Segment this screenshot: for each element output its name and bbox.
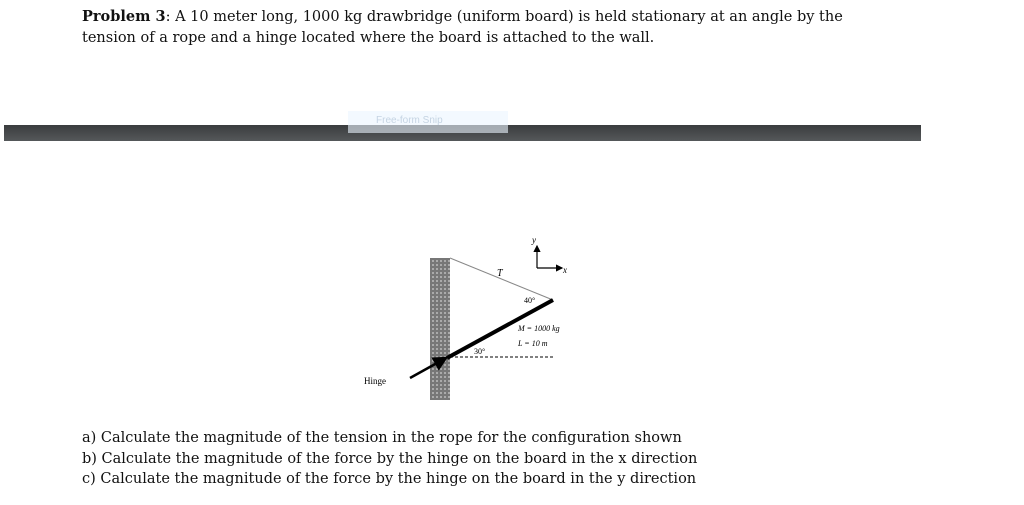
angle-top-label: 40° [524, 296, 536, 305]
mass-label: M = 1000 kg [518, 324, 560, 333]
question-b: b) Calculate the magnitude of the force by the hinge on the board in the x direction [82, 451, 698, 467]
problem-label: Problem 3 [82, 8, 166, 25]
wall [430, 258, 450, 400]
question-a: a) Calculate the magnitude of the tension in the rope for the configuration shown [82, 430, 682, 446]
question-c: c) Calculate the magnitude of the force by the hinge on the board in the y direction [82, 471, 697, 487]
angle-bottom-label: 30° [474, 347, 486, 356]
snip-mode-button[interactable]: Free-form Snip [348, 111, 508, 133]
problem-line-2: tension of a rope and a hinge located where the board is attached to the wall. [82, 30, 655, 46]
length-label: L = 10 m [518, 339, 548, 348]
x-axis-label: x [563, 265, 567, 275]
hinge-label: Hinge [364, 376, 386, 386]
problem-text: : A 10 meter long, 1000 kg drawbridge (uniform board) is held stationary at an angle by the [165, 9, 843, 25]
tension-label: T [497, 268, 503, 279]
y-axis-label: y [532, 235, 536, 245]
